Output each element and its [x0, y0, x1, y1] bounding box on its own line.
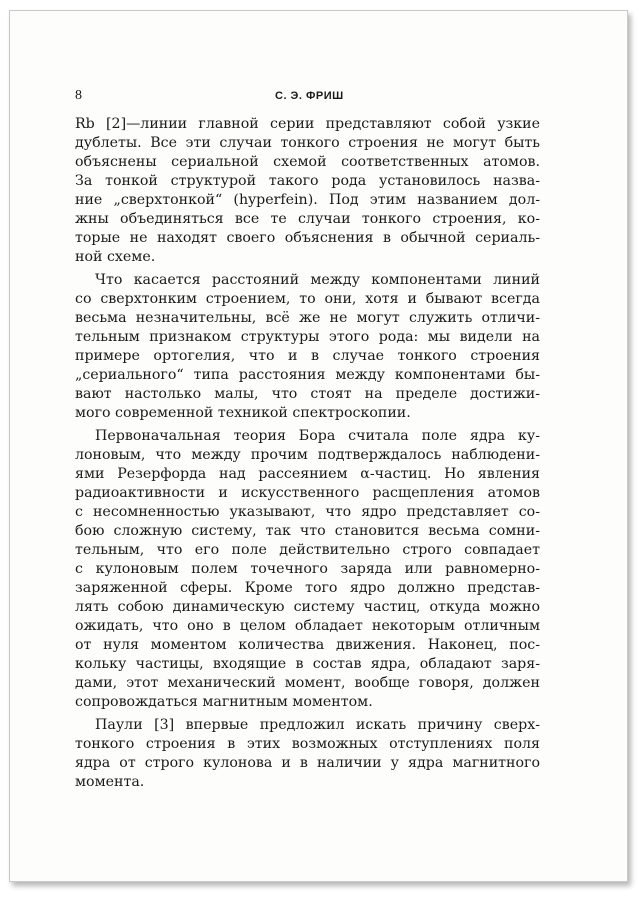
body-text [75, 115, 540, 792]
text-line: примере ортогелия, что и в случае тонкого строения [75, 348, 540, 364]
text-line: Rb [2]—линии главной серии представляют собой узкие [75, 116, 540, 132]
text-line: вают настолько малы, что стоят на пределе достижи- [75, 386, 540, 402]
paragraph-4 [75, 716, 540, 792]
paragraph-3 [75, 427, 540, 712]
text-line: радиоактивности и искусственного расщепления атомов [75, 485, 540, 501]
text-line: заряженной сферы. Кроме того ядро должно представ- [75, 580, 540, 596]
text-line: жны объединяться все те случаи тонкого строения, ко- [75, 211, 540, 227]
text-line: кольку частицы, входящие в состав ядра, обладают заря- [75, 656, 540, 672]
paragraph-2 [75, 271, 540, 423]
text-line: торые не находят своего объяснения в обычной сериаль- [75, 230, 540, 246]
text-line: лять собою динамическую систему частиц, откуда можно [75, 599, 540, 615]
text-line: мого современной техникой спектроскопии. [75, 405, 411, 421]
text-line: весьма незначительны, всё же не могут служить отличи- [75, 310, 540, 326]
text-line: объяснены сериальной схемой соответственных атомов. [75, 154, 540, 170]
text-line: со сверхтонким строением, то они, хотя и бывают всегда [75, 291, 540, 307]
text-line: тонкого строения в этих возможных отступлениях поля [75, 736, 540, 752]
text-line: лоновым, что между прочим подтверждалось наблюдени- [75, 447, 540, 463]
text-line: тельным признаком структуры этого рода: мы видели на [75, 329, 540, 345]
text-line: момента. [75, 774, 145, 790]
text-line: ной схеме. [75, 249, 156, 265]
text-line: бою сложную систему, так что становится весьма сомни- [75, 523, 540, 539]
text-line: дублеты. Все эти случаи тонкого строения не могут быть [75, 135, 540, 151]
text-line: Паули [3] впервые предложил искать причину сверх- [95, 717, 540, 733]
page-number: 8 [75, 88, 82, 103]
text-line: от нуля моментом количества движения. Наконец, пос- [75, 637, 540, 653]
text-line: ями Резерфорда над рассеянием α-частиц. Но явления [75, 466, 540, 482]
text-line: ядра от строго кулонова и в наличии у ядра магнитного [75, 755, 540, 771]
running-title: С. Э. ФРИШ [275, 90, 344, 102]
text-line: ожидать, что оно в целом обладает некоторым отличным [75, 618, 540, 634]
page-header [75, 88, 565, 106]
text-line: с несомненностью указывают, что ядро представляет со- [75, 504, 540, 520]
text-line: Первоначальная теория Бора считала поле ядра ку- [95, 428, 540, 444]
text-line: сопровождаться магнитным моментом. [75, 694, 373, 710]
text-line: ние „сверхтонкой“ (hyperfein). Под этим названием дол- [75, 192, 540, 208]
text-line: тельным, что его поле действительно строго совпадает [75, 542, 540, 558]
text-line: с кулоновым полем точечного заряда или равномерно- [75, 561, 540, 577]
text-line: За тонкой структурой такого рода установилось назва- [75, 173, 540, 189]
text-line: дами, этот механический момент, вообще говоря, должен [75, 675, 540, 691]
text-line: Что касается расстояний между компонентами линий [95, 272, 540, 288]
paragraph-1 [75, 115, 540, 267]
text-line: „сериального“ типа расстояния между компонентами бы- [75, 367, 540, 383]
